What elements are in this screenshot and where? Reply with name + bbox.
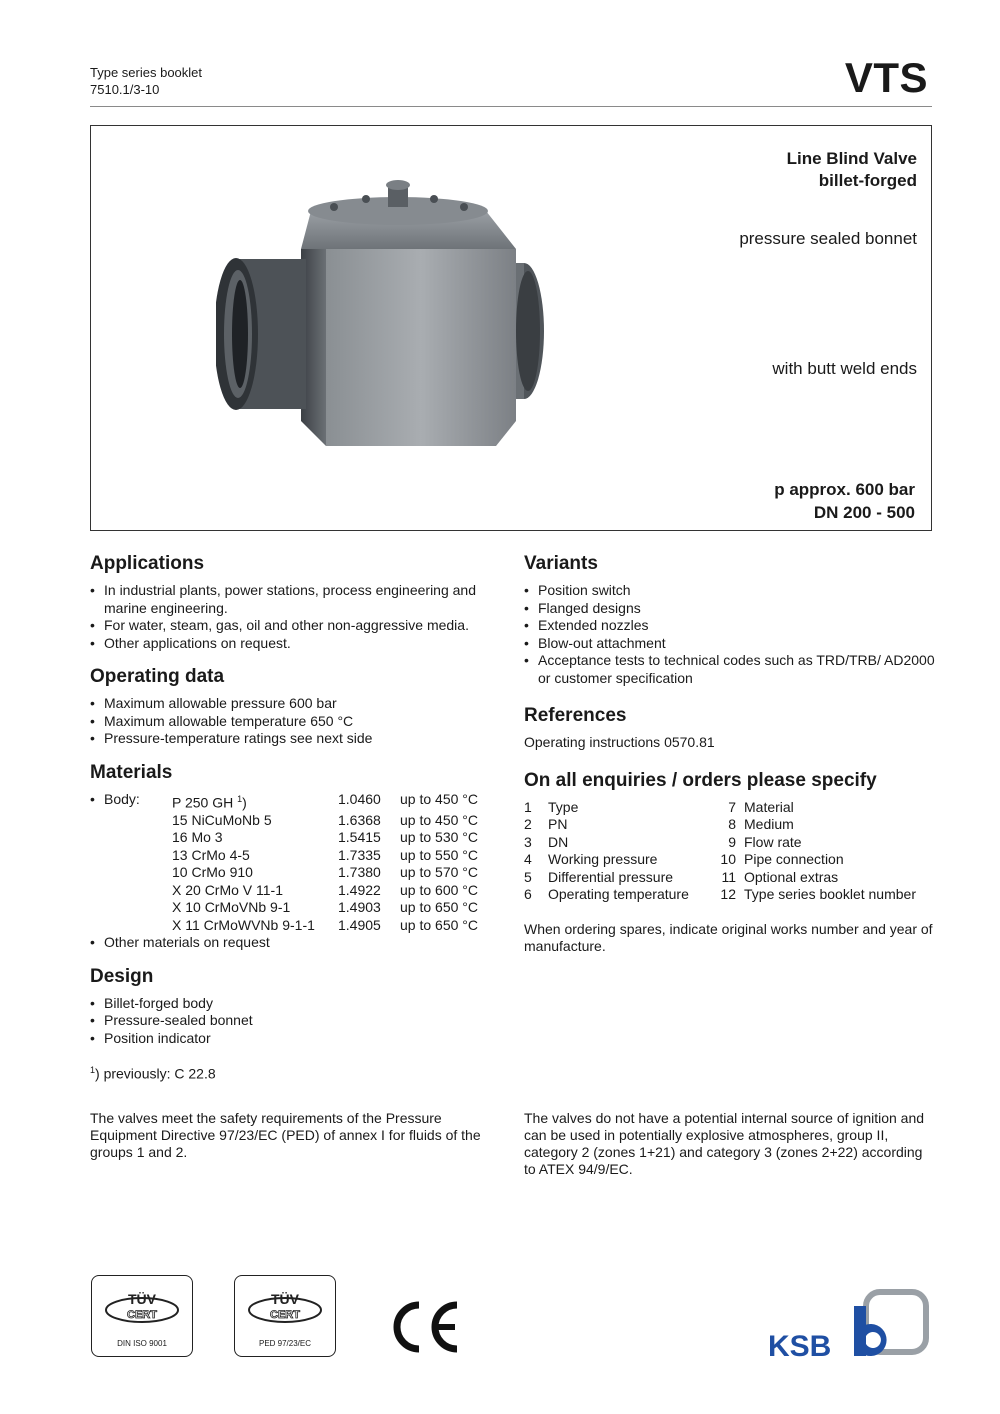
footnote bbox=[90, 1065, 502, 1082]
operating-data-heading: Operating data bbox=[90, 666, 225, 687]
table-row: 6 Operating temperature 12 Type series booklet number bbox=[524, 886, 916, 902]
operating-data-section bbox=[90, 666, 502, 748]
table-row: 4 Working pressure 10 Pipe connection bbox=[524, 851, 844, 867]
material-name: 15 NiCuMoNb 5 bbox=[172, 811, 272, 828]
material-name: 10 CrMo 910 bbox=[172, 864, 253, 881]
table-row: 1 Type 7 Material bbox=[524, 798, 794, 815]
table-row: 5 Differential pressure 11 Optional extras bbox=[524, 868, 839, 885]
material-limit: up to 650 °C bbox=[400, 916, 478, 933]
table-row bbox=[90, 917, 478, 935]
references-text: Operating instructions 0570.81 bbox=[524, 734, 715, 750]
table-row: 2 PN 8 Medium bbox=[524, 816, 794, 832]
material-limit: up to 570 °C bbox=[400, 864, 478, 881]
list-item: • Pressure-temperature ratings see next side bbox=[90, 730, 502, 748]
cert-label: PED 97/23/EC bbox=[258, 1339, 312, 1348]
material-number: 1.7335 bbox=[338, 846, 381, 863]
hero-rating bbox=[774, 478, 915, 524]
material-name: X 10 CrMoVNb 9-1 bbox=[172, 899, 291, 916]
materials-table bbox=[90, 791, 478, 935]
list-item: • For water, steam, gas, oil and other non-aggressive media. bbox=[90, 617, 502, 635]
list-item: • Pressure-sealed bonnet bbox=[90, 1012, 502, 1030]
hero-title-line2: billet-forged bbox=[818, 171, 917, 190]
hero-feature-bonnet: pressure sealed bonnet bbox=[739, 229, 917, 248]
list-item: • Acceptance tests to technical codes such as TRD/TRB/ AD2000 or customer specification bbox=[524, 652, 936, 687]
table-row bbox=[90, 864, 478, 882]
design-heading: Design bbox=[90, 965, 154, 987]
list-item: • Position switch bbox=[524, 582, 936, 600]
hero-rating-dn: DN 200 - 500 bbox=[813, 503, 915, 522]
material-name: 13 CrMo 4-5 bbox=[172, 846, 250, 863]
list-item: • Other materials on request bbox=[90, 934, 502, 952]
footnote-text: ) previously: C 22.8 bbox=[95, 1065, 216, 1082]
table-row bbox=[90, 829, 478, 847]
list-item: • Flanged designs bbox=[524, 600, 936, 618]
table-row: 3 DN 9 Flow rate bbox=[524, 833, 802, 850]
left-column bbox=[90, 553, 502, 1096]
material-number: 1.4905 bbox=[338, 916, 381, 933]
references-heading: References bbox=[524, 705, 627, 726]
applications-heading: Applications bbox=[90, 553, 205, 574]
list-item: • Maximum allowable pressure 600 bar bbox=[90, 695, 502, 713]
material-limit: up to 450 °C bbox=[400, 790, 478, 807]
tuv-cert-icon bbox=[235, 1282, 335, 1334]
cert-word: CERT bbox=[270, 1309, 300, 1321]
material-number: 1.5415 bbox=[338, 829, 381, 846]
footnote-mark: 1 bbox=[90, 1065, 96, 1076]
material-number: 1.4922 bbox=[338, 881, 381, 898]
list-item: • In industrial plants, power stations, process engineering and marine engineering. bbox=[90, 582, 502, 617]
hero-rating-pressure: p approx. 600 bar bbox=[774, 480, 915, 499]
material-number: 1.6368 bbox=[338, 811, 381, 828]
design-section bbox=[90, 966, 502, 1082]
hero-title bbox=[787, 148, 917, 192]
enquiries-section bbox=[524, 770, 936, 956]
booklet-label: Type series booklet bbox=[90, 65, 203, 80]
ksb-logo-icon bbox=[768, 1286, 930, 1362]
material-name: P 250 GH bbox=[172, 794, 234, 811]
table-row bbox=[90, 812, 478, 830]
spares-note: When ordering spares, indicate original works number and year of manufacture. bbox=[524, 920, 933, 954]
enquiries-table bbox=[524, 799, 916, 904]
material-footnote-mark: 1 bbox=[237, 793, 243, 804]
material-number: 1.4903 bbox=[338, 899, 381, 916]
enquiries-heading: On all enquiries / orders please specify bbox=[524, 769, 877, 791]
material-name: X 11 CrMoWVNb 9-1-1 bbox=[172, 916, 315, 933]
table-row bbox=[90, 899, 478, 917]
tuv-cert-ped-badge bbox=[234, 1275, 336, 1357]
list-item: • Extended nozzles bbox=[524, 617, 936, 635]
variants-section bbox=[524, 553, 936, 687]
list-item: • Blow-out attachment bbox=[524, 635, 936, 653]
list-item: • Other applications on request. bbox=[90, 635, 502, 653]
variants-heading: Variants bbox=[524, 553, 598, 574]
cert-label: DIN ISO 9001 bbox=[117, 1339, 167, 1348]
material-limit: up to 450 °C bbox=[400, 811, 478, 828]
brand-name: KSB bbox=[768, 1330, 832, 1362]
list-item: • Maximum allowable temperature 650 °C bbox=[90, 713, 502, 731]
materials-heading: Materials bbox=[90, 761, 173, 783]
valve-image bbox=[216, 171, 571, 471]
material-limit: up to 530 °C bbox=[400, 829, 478, 846]
tuv-cert-icon bbox=[92, 1282, 192, 1334]
body-label: Body: bbox=[104, 790, 140, 807]
ped-statement: The valves meet the safety requirements of the Pressure Equipment Directive 97/23/EC (PED) of annex I for fluids of the groups 1 and 2. bbox=[90, 1110, 481, 1160]
references-section bbox=[524, 705, 936, 752]
hero-box bbox=[90, 125, 932, 531]
tuv-word: TÜV bbox=[128, 1291, 156, 1307]
table-row bbox=[90, 847, 478, 865]
tuv-cert-iso-badge bbox=[91, 1275, 193, 1357]
material-name: X 20 CrMo V 11-1 bbox=[172, 881, 284, 898]
material-number: 1.0460 bbox=[338, 790, 381, 807]
hero-title-line1: Line Blind Valve bbox=[786, 149, 917, 168]
list-item: • Billet-forged body bbox=[90, 995, 502, 1013]
material-number: 1.7380 bbox=[338, 864, 381, 881]
booklet-info bbox=[90, 64, 202, 98]
table-row bbox=[90, 882, 478, 900]
right-column bbox=[524, 553, 936, 970]
cert-word: CERT bbox=[127, 1309, 157, 1321]
tuv-word: TÜV bbox=[271, 1291, 299, 1307]
product-code: VTS bbox=[844, 54, 928, 101]
material-limit: up to 550 °C bbox=[400, 846, 478, 863]
applications-section bbox=[90, 553, 502, 652]
ce-mark-icon bbox=[383, 1297, 463, 1357]
atex-statement: The valves do not have a potential internal source of ignition and can be used in potentially explosive atmospheres, group II, category 2 (zones 1+21) and category 3 (zones 2+22) according to ATEX 94/9/EC. bbox=[524, 1110, 925, 1177]
material-limit: up to 650 °C bbox=[400, 899, 478, 916]
list-item: • Position indicator bbox=[90, 1030, 502, 1048]
material-limit: up to 600 °C bbox=[400, 881, 478, 898]
table-row: • Body: P 250 GH $^1$) 1.0460 up to 450 °C bbox=[90, 790, 478, 811]
hero-feature-weld: with butt weld ends bbox=[772, 359, 917, 378]
booklet-number: 7510.1/3-10 bbox=[90, 82, 160, 97]
material-name: 16 Mo 3 bbox=[172, 829, 223, 846]
materials-section bbox=[90, 762, 502, 952]
header-divider bbox=[90, 106, 932, 107]
